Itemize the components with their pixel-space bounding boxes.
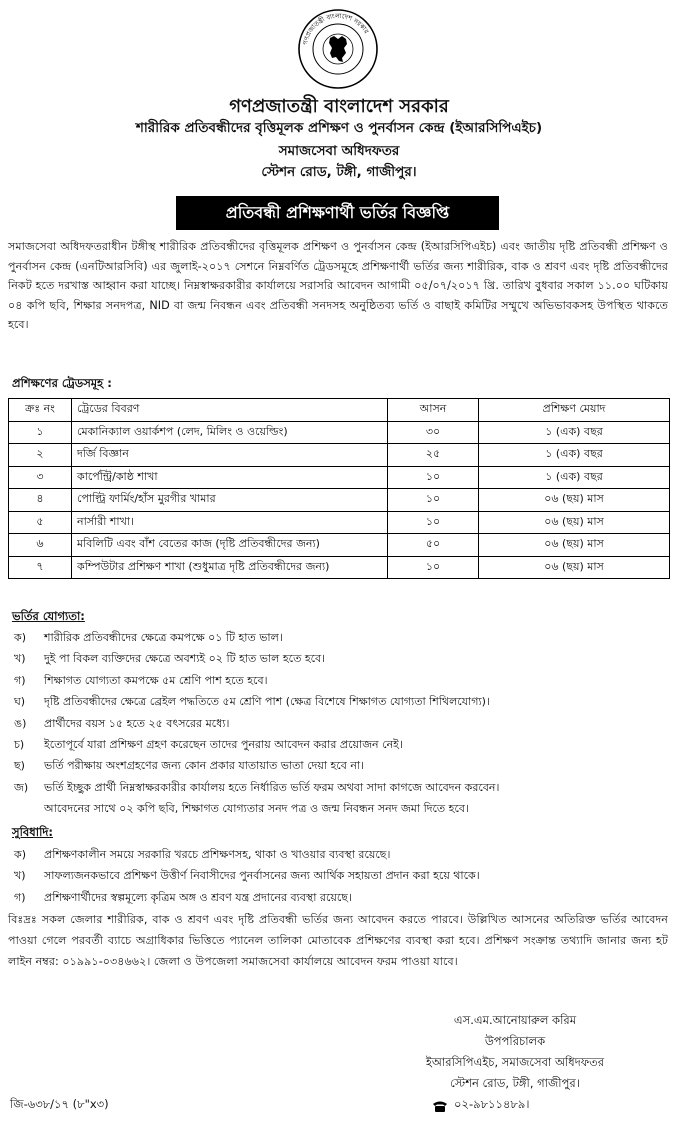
cell-seats: ১০ [388,489,479,512]
table-row [9,466,670,489]
list-key: জ) [14,780,29,794]
intro-paragraph: সমাজসেবা অধিদফতরাধীন টঙ্গীস্থ শারীরিক প্রতিবন্ধীদের বৃত্তিমূলক প্রশিক্ষণ ও পুনর্বাসন কেন্দ্র (ইআরসিপিএইচ) এবং জাতীয় দৃষ্টি প্রতিবন্ধী প্রশিক্ষণ ও পুনর্বাসন কেন্দ্র (এনটিআরসিবি) এর জুলাই-২০১৭ সেশনে নিম্নবর্ণিত ট্রেডসমূহে প্রশিক্ষণার্থী ভর্তির জন্য শারীরিক, বাক ও শ্রবণ এবং দৃষ্টি প্রতিবন্ধীদের নিকট হতে দরখাস্ত আহ্বান করা যাচ্ছে। নিম্নস্বাক্ষরকারীর কার্যালয়ে সরাসরি আবেদন আগামী ০৫/০৭/২০১৭ খ্রি. তারিখ বুধবার সকাল ১১.০০ ঘটিকায় ০৪ কপি ছবি, শিক্ষার সনদপত্র, NID বা জন্ম নিবন্ধন এবং প্রতিবন্ধী সনদসহ অনুষ্ঠিতব্য ভর্তি ও বাছাই কমিটির সম্মুখে অভিভাবকসহ উপস্থিত থাকতে হবে। [8,240,668,331]
list-text: শিক্ষাগত যোগ্যতা কমপক্ষে ৫ম শ্রেণি পাশ হতে হবে। [44,673,268,687]
list-item-continuation: আবেদনের সাথে ০২ কপি ছবি, শিক্ষাগত যোগ্যতার সনদ পত্র ও জন্ম নিবন্ধন সনদ জমা দিতে হবে। [44,802,469,816]
table-row [9,421,670,444]
list-key: ক) [14,848,26,861]
eligibility-heading: ভর্তির যোগ্যতা: [12,609,85,623]
list-key: খ) [14,652,26,666]
cell-trade: কার্পেন্ট্রি/কাষ্ঠ শাখা [72,466,388,489]
cell-seats: ৫০ [388,534,479,557]
table-row [9,511,670,534]
cell-trade: মবিলিটি এবং বাঁশ বেতের কাজ (দৃষ্টি প্রতিবন্ধীদের জন্য) [72,534,388,557]
table-row [9,534,670,557]
list-key: গ) [14,890,26,904]
cell-sl: ৫ [9,511,72,534]
cell-seats: ১০ [388,511,479,534]
list-item [14,777,670,798]
list-item [14,734,670,755]
bangladesh-seal-icon [297,8,379,90]
list-item [14,887,670,908]
cell-trade: দর্জি বিজ্ঞান [72,444,388,467]
list-key: ঙ) [14,716,27,730]
cell-seats: ১০ [388,556,479,579]
cell-seats: ৩০ [388,421,479,444]
list-item [14,713,670,734]
cell-duration: ১ (এক) বছর [479,421,670,444]
center-address: স্টেশন রোড, টঙ্গী, গাজীপুর। [261,164,417,180]
cell-trade: কম্পিউটার প্রশিক্ষণ শাখা (শুধুমাত্র দৃষ্টি প্রতিবন্ধীদের জন্য) [72,556,388,579]
cell-trade: পোল্ট্রি ফার্মিং/হাঁস মুরগীর খামার [72,489,388,512]
cell-duration: ০৬ (ছয়) মাস [479,511,670,534]
list-text: ইতোপূর্বে যারা প্রশিক্ষণ গ্রহণ করেছেন তাদের পুনরায় আবেদন করার প্রয়োজন নেই। [44,738,403,752]
phone-line [432,1096,529,1115]
signatory-designation: উপপরিচালক [484,1034,546,1048]
telephone-icon [432,1100,448,1112]
list-key: খ) [14,869,26,883]
cell-duration: ১ (এক) বছর [479,466,670,489]
gd-code: জি-৬৩৮/১৭ (৮"x৩) [10,1097,109,1111]
government-seal [297,8,379,90]
signatory-address: স্টেশন রোড, টঙ্গী, গাজীপুর। [450,1076,580,1090]
list-item [14,844,670,865]
cell-sl: ৭ [9,556,72,579]
col-header-trade: ট্রেডের বিবরণ [72,399,388,422]
cell-seats: ২৫ [388,444,479,467]
cell-duration: ০৬ (ছয়) মাস [479,534,670,557]
list-item [14,627,670,648]
notice-title: প্রতিবন্ধী প্রশিক্ষণার্থী ভর্তির বিজ্ঞপ্তি [176,196,499,230]
col-header-sl: ক্রঃ নং [9,399,72,422]
table-header-row [9,399,670,422]
list-text: ভর্তি পরীক্ষায় অংশগ্রহণের জন্য কোন প্রকার যাতায়াত ভাতা দেয়া হবে না। [44,759,365,773]
col-header-seats: আসন [388,399,479,422]
list-text: দৃষ্টি প্রতিবন্ধীদের ক্ষেত্রে ব্রেইল পদ্ধতিতে ৫ম শ্রেণি পাশ (ক্ষেত্র বিশেষে শিক্ষাগত যোগ্যতা শিথিলযোগ্য)। [44,695,490,709]
seal-ring-text: গণপ্রজাতন্ত্রী বাংলাদেশ সরকার [301,11,371,46]
list-text: প্রশিক্ষণকালীন সময়ে সরকারি খরচে প্রশিক্ষণসহ, থাকা ও খাওয়ার ব্যবস্থা রয়েছে। [44,848,391,861]
trades-heading: প্রশিক্ষণের ট্রেডসমূহ : [12,376,112,390]
cell-sl: ৬ [9,534,72,557]
cell-seats: ১০ [388,466,479,489]
eligibility-list [14,627,670,820]
cell-sl: ৪ [9,489,72,512]
list-text: প্রার্থীদের বয়স ১৫ হতে ২৫ বৎসরের মধ্যে। [44,716,230,730]
list-text: সাফল্যজনকভাবে প্রশিক্ষণ উত্তীর্ণ নিবাসীদের পুনর্বাসনের জন্য আর্থিক সহায়তা প্রদান করা হয়ে থাকে। [44,869,480,883]
signatory-office: ইআরসিপিএইচ, সমাজসেবা অধিদফতর [425,1055,605,1069]
list-key: গ) [14,673,26,687]
cell-trade: নার্সারী শাখা। [72,511,388,534]
government-name: গণপ্রজাতন্ত্রী বাংলাদেশ সরকার [229,96,449,117]
signature-block [360,1010,670,1094]
cell-sl: ১ [9,421,72,444]
list-item [14,755,670,776]
facilities-list [14,844,670,908]
cell-sl: ২ [9,444,72,467]
list-key: ছ) [14,759,25,773]
trades-table [8,398,670,579]
department-name: সমাজসেবা অধিদফতর [278,143,400,159]
cell-trade: মেকানিক্যাল ওয়ার্কশপ (লেদ, মিলিং ও ওয়েল্ডিং) [72,421,388,444]
list-key: ঘ) [14,695,26,709]
list-key: ক) [14,631,26,644]
table-row [9,556,670,579]
phone-number: ০২-৯৮১১৪৮৯। [454,1097,530,1111]
list-text: প্রশিক্ষণার্থীদের স্বল্পমূল্যে কৃত্রিম অঙ্গ ও শ্রবণ যন্ত্র প্রদানের ব্যবস্থা রয়েছে। [44,890,352,904]
cell-duration: ০৬ (ছয়) মাস [479,556,670,579]
facilities-heading: সুবিধাদি: [12,825,53,839]
list-key: চ) [14,738,25,752]
note-paragraph: বিঃদ্রঃ সকল জেলার শারীরিক, বাক ও শ্রবণ এবং দৃষ্টি প্রতিবন্ধী ভর্তির জন্য আবেদন করতে পারবে। উল্লিখিত আসনের অতিরিক্ত ভর্তির আবেদন পাওয়া গেলে পরবর্তী ব্যাচে অগ্রাধিকার ভিত্তিতে প্যানেল তালিকা মোতাবেক প্রশিক্ষণের ব্যবস্থা করা হবে। প্রশিক্ষণ সংক্রান্ত তথ্যাদি জানার জন্য হট লাইন নম্বর: ০১৯৯১-০৩৪৬৬২। জেলা ও উপজেলা সমাজসেবা কার্যালয়ে আবেদন ফরম পাওয়া যাবে। [8,913,668,968]
cell-duration: ১ (এক) বছর [479,444,670,467]
list-item [14,865,670,886]
cell-duration: ০৬ (ছয়) মাস [479,489,670,512]
center-name: শারীরিক প্রতিবন্ধীদের বৃত্তিমূলক প্রশিক্ষণ ও পুনর্বাসন কেন্দ্র (ইআরসিপিএইচ) [135,120,543,136]
list-text: শারীরিক প্রতিবন্ধীদের ক্ষেত্রে কমপক্ষে ০১ টি হাত ভাল। [44,631,283,644]
list-item [14,670,670,691]
signatory-name: এস.এম.আনোয়ারুল করিম [453,1013,577,1027]
list-text: ভর্তি ইচ্ছুক প্রার্থী নিম্নস্বাক্ষরকারীর কার্যালয় হতে নির্ধারিত ভর্তি ফরম অথবা সাদা কাগজে আবেদন করবেন। [44,780,500,794]
list-item [14,691,670,712]
list-item [14,648,670,669]
cell-sl: ৩ [9,466,72,489]
list-text: দুই পা বিকল ব্যক্তিদের ক্ষেত্রে অবশ্যই ০২ টি হাত ভাল হতে হবে। [44,652,326,666]
col-header-duration: প্রশিক্ষণ মেয়াদ [479,399,670,422]
table-row [9,489,670,512]
table-row [9,444,670,467]
